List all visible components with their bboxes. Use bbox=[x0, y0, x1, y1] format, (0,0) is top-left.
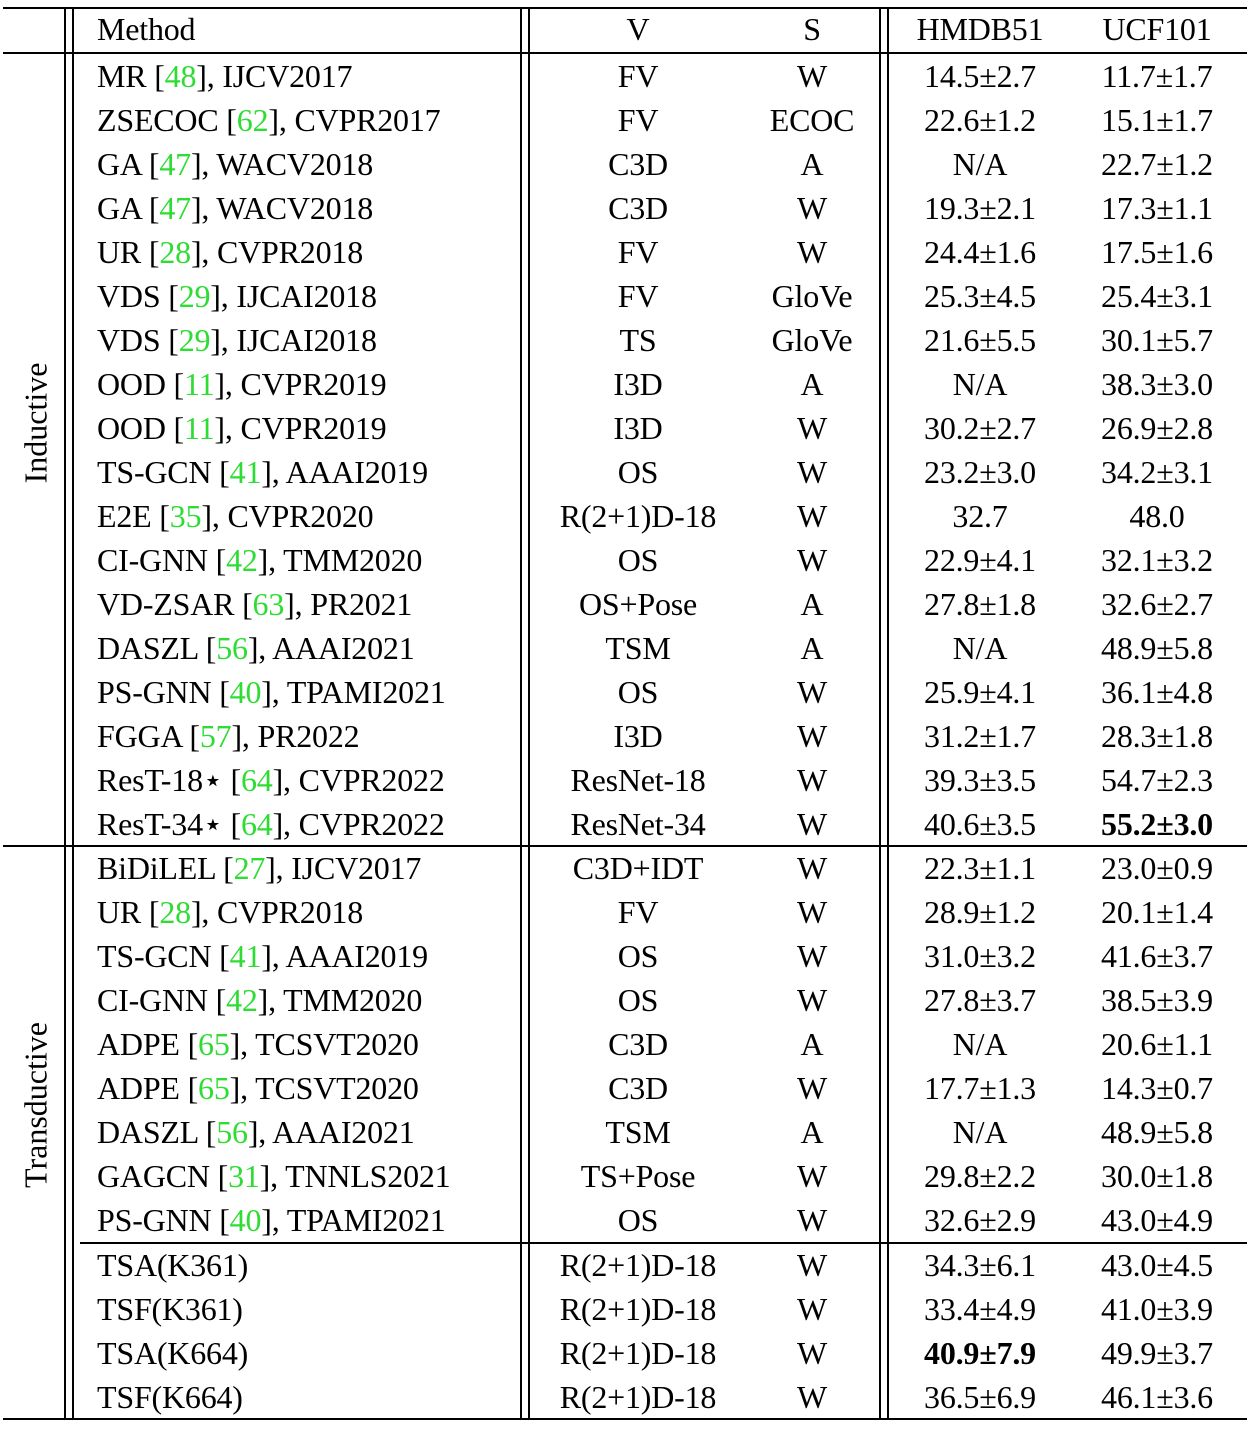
semantic-feature-cell: W bbox=[796, 1291, 828, 1327]
ucf101-score: 30.0±1.8 bbox=[1101, 1158, 1213, 1194]
semantic-feature-cell: W bbox=[796, 234, 828, 270]
ucf101-score: 11.7±1.7 bbox=[1101, 58, 1213, 94]
semantic-feature-cell: W bbox=[796, 718, 828, 754]
ucf101-score: 32.6±2.7 bbox=[1101, 586, 1213, 622]
semantic-feature-cell: W bbox=[796, 1379, 828, 1415]
semantic-feature-cell: W bbox=[796, 806, 828, 842]
visual-feature-cell: OS bbox=[617, 674, 659, 710]
ucf101-score: 38.3±3.0 bbox=[1101, 366, 1213, 402]
citation-link: 11 bbox=[184, 410, 215, 446]
semantic-feature-cell: W bbox=[796, 1335, 828, 1371]
venue: TCSVT2020 bbox=[255, 1026, 419, 1062]
ucf101-score: 36.1±4.8 bbox=[1101, 674, 1213, 710]
visual-feature-cell: R(2+1)D-18 bbox=[559, 1247, 717, 1283]
vertical-rule bbox=[879, 9, 881, 1420]
method-cell: ZSECOC [62], CVPR2017 bbox=[97, 102, 441, 138]
citation-link: 56 bbox=[216, 630, 248, 666]
venue: AAAI2019 bbox=[285, 454, 428, 490]
header-method: Method bbox=[97, 11, 196, 47]
method-cell: GA [47], WACV2018 bbox=[97, 190, 374, 226]
ucf101-score: 22.7±1.2 bbox=[1101, 146, 1213, 182]
method-cell: TS-GCN [41], AAAI2019 bbox=[97, 454, 428, 490]
method-cell: OOD [11], CVPR2019 bbox=[97, 366, 387, 402]
method-name: TS-GCN bbox=[97, 938, 212, 974]
citation-link: 27 bbox=[233, 850, 266, 886]
venue: CVPR2018 bbox=[217, 234, 363, 270]
hmdb51-score: 22.6±1.2 bbox=[924, 102, 1036, 138]
vertical-rule bbox=[887, 9, 889, 1420]
venue: CVPR2020 bbox=[227, 498, 374, 534]
visual-feature-cell: R(2+1)D-18 bbox=[559, 498, 717, 534]
visual-feature-cell: TS bbox=[619, 322, 657, 358]
method-cell: FGGA [57], PR2022 bbox=[97, 718, 360, 754]
visual-feature-cell: TSM bbox=[605, 1114, 671, 1150]
visual-feature-cell: OS bbox=[617, 982, 659, 1018]
venue: PR2022 bbox=[257, 718, 360, 754]
method-name: OOD bbox=[97, 410, 166, 446]
method-name: UR bbox=[97, 894, 142, 930]
method-name: TSF(K361) bbox=[97, 1291, 243, 1327]
hmdb51-score: 24.4±1.6 bbox=[924, 234, 1036, 270]
visual-feature-cell: C3D bbox=[608, 146, 668, 182]
ucf101-score: 30.1±5.7 bbox=[1101, 322, 1213, 358]
semantic-feature-cell: W bbox=[796, 982, 828, 1018]
method-cell: GAGCN [31], TNNLS2021 bbox=[97, 1158, 451, 1194]
citation-link: 42 bbox=[226, 542, 258, 578]
method-cell bbox=[97, 1375, 243, 1419]
visual-feature-cell: FV bbox=[617, 102, 659, 138]
visual-feature-cell: C3D bbox=[608, 1026, 668, 1062]
hmdb51-score: N/A bbox=[952, 146, 1008, 182]
ucf101-score: 26.9±2.8 bbox=[1101, 410, 1213, 446]
semantic-feature-cell: W bbox=[796, 498, 828, 534]
ucf101-score: 20.6±1.1 bbox=[1101, 1026, 1213, 1062]
venue: IJCV2017 bbox=[222, 58, 353, 94]
ucf101-score: 55.2±3.0 bbox=[1101, 806, 1213, 842]
citation-link: 62 bbox=[236, 102, 269, 138]
ucf101-score: 54.7±2.3 bbox=[1101, 762, 1213, 798]
ucf101-score: 48.0 bbox=[1129, 498, 1185, 534]
ucf101-score: 48.9±5.8 bbox=[1101, 630, 1213, 666]
venue: TMM2020 bbox=[283, 982, 423, 1018]
method-cell: CI-GNN [42], TMM2020 bbox=[97, 982, 423, 1018]
ucf101-score: 17.3±1.1 bbox=[1101, 190, 1213, 226]
ucf101-score: 25.4±3.1 bbox=[1101, 278, 1213, 314]
venue: CVPR2022 bbox=[298, 806, 445, 842]
method-name: CI-GNN bbox=[97, 542, 208, 578]
venue: CVPR2019 bbox=[240, 366, 387, 402]
hmdb51-score: 14.5±2.7 bbox=[924, 58, 1036, 94]
visual-feature-cell: R(2+1)D-18 bbox=[559, 1335, 717, 1371]
citation-link: 65 bbox=[198, 1026, 230, 1062]
semantic-feature-cell: W bbox=[796, 190, 828, 226]
citation-link: 47 bbox=[159, 190, 191, 226]
hmdb51-score: 36.5±6.9 bbox=[924, 1379, 1036, 1415]
method-name: ADPE bbox=[97, 1026, 180, 1062]
hmdb51-score: 32.7 bbox=[952, 498, 1008, 534]
semantic-feature-cell: W bbox=[796, 1247, 828, 1283]
semantic-feature-cell: W bbox=[796, 1158, 828, 1194]
hmdb51-score: 27.8±1.8 bbox=[924, 586, 1036, 622]
hmdb51-score: 22.3±1.1 bbox=[924, 850, 1036, 886]
visual-feature-cell: FV bbox=[617, 278, 659, 314]
hmdb51-score: 31.0±3.2 bbox=[924, 938, 1036, 974]
venue: CVPR2018 bbox=[217, 894, 363, 930]
venue: WACV2018 bbox=[216, 190, 374, 226]
hmdb51-score: 32.6±2.9 bbox=[924, 1202, 1036, 1238]
venue: AAAI2019 bbox=[285, 938, 428, 974]
semantic-feature-cell: GloVe bbox=[771, 278, 853, 314]
hmdb51-score: 27.8±3.7 bbox=[924, 982, 1036, 1018]
hmdb51-score: N/A bbox=[952, 1114, 1008, 1150]
ucf101-score: 38.5±3.9 bbox=[1101, 982, 1213, 1018]
ucf101-score: 49.9±3.7 bbox=[1101, 1335, 1213, 1371]
venue: CVPR2022 bbox=[298, 762, 445, 798]
citation-link: 48 bbox=[164, 58, 197, 94]
semantic-feature-cell: W bbox=[796, 938, 828, 974]
citation-link: 28 bbox=[159, 234, 191, 270]
citation-link: 63 bbox=[252, 586, 285, 622]
visual-feature-cell: C3D bbox=[608, 190, 668, 226]
venue: TPAMI2021 bbox=[286, 1202, 446, 1238]
ucf101-score: 46.1±3.6 bbox=[1101, 1379, 1213, 1415]
hmdb51-score: 34.3±6.1 bbox=[924, 1247, 1036, 1283]
method-cell: ADPE [65], TCSVT2020 bbox=[97, 1070, 419, 1106]
method-cell: UR [28], CVPR2018 bbox=[97, 234, 363, 270]
hmdb51-score: 17.7±1.3 bbox=[924, 1070, 1036, 1106]
visual-feature-cell: OS bbox=[617, 938, 659, 974]
method-cell: GA [47], WACV2018 bbox=[97, 146, 374, 182]
vertical-rule bbox=[528, 9, 530, 1420]
visual-feature-cell: I3D bbox=[613, 410, 663, 446]
method-name: DASZL bbox=[97, 1114, 198, 1150]
visual-feature-cell: OS+Pose bbox=[578, 586, 698, 622]
citation-link: 40 bbox=[229, 1202, 262, 1238]
ucf101-score: 15.1±1.7 bbox=[1101, 102, 1213, 138]
method-name: GA bbox=[97, 190, 142, 226]
semantic-feature-cell: W bbox=[796, 762, 828, 798]
hmdb51-score: 30.2±2.7 bbox=[924, 410, 1036, 446]
semantic-feature-cell: A bbox=[800, 586, 824, 622]
method-name: E2E bbox=[97, 498, 152, 534]
citation-link: 40 bbox=[229, 674, 262, 710]
hmdb51-score: 23.2±3.0 bbox=[924, 454, 1036, 490]
semantic-feature-cell: GloVe bbox=[771, 322, 853, 358]
hmdb51-score: 29.8±2.2 bbox=[924, 1158, 1036, 1194]
ucf101-score: 48.9±5.8 bbox=[1101, 1114, 1213, 1150]
venue: CVPR2019 bbox=[240, 410, 387, 446]
hmdb51-score: N/A bbox=[952, 1026, 1008, 1062]
method-name: OOD bbox=[97, 366, 166, 402]
method-cell bbox=[97, 1331, 248, 1375]
hmdb51-score: 21.6±5.5 bbox=[924, 322, 1036, 358]
citation-link: 57 bbox=[199, 718, 232, 754]
hmdb51-score: 40.6±3.5 bbox=[924, 806, 1036, 842]
hmdb51-score: N/A bbox=[952, 366, 1008, 402]
hmdb51-score: 22.9±4.1 bbox=[924, 542, 1036, 578]
ucf101-score: 41.6±3.7 bbox=[1101, 938, 1213, 974]
method-cell: BiDiLEL [27], IJCV2017 bbox=[97, 850, 422, 886]
method-name: ZSECOC bbox=[97, 102, 219, 138]
hmdb51-score: 25.3±4.5 bbox=[924, 278, 1036, 314]
semantic-feature-cell: W bbox=[796, 542, 828, 578]
hmdb51-score: N/A bbox=[952, 630, 1008, 666]
method-name: TSF(K664) bbox=[97, 1379, 243, 1415]
method-cell: DASZL [56], AAAI2021 bbox=[97, 630, 415, 666]
visual-feature-cell: OS bbox=[617, 454, 659, 490]
venue: TNNLS2021 bbox=[285, 1158, 451, 1194]
citation-link: 47 bbox=[159, 146, 191, 182]
method-cell: VD-ZSAR [63], PR2021 bbox=[97, 586, 413, 622]
venue: TCSVT2020 bbox=[255, 1070, 419, 1106]
citation-link: 41 bbox=[229, 938, 262, 974]
method-name: VD-ZSAR bbox=[97, 586, 235, 622]
venue: TMM2020 bbox=[283, 542, 423, 578]
venue: TPAMI2021 bbox=[286, 674, 446, 710]
ucf101-score: 34.2±3.1 bbox=[1101, 454, 1213, 490]
header-ucf101: UCF101 bbox=[1102, 11, 1212, 47]
method-name: PS-GNN bbox=[97, 1202, 212, 1238]
method-cell: UR [28], CVPR2018 bbox=[97, 894, 363, 930]
method-name: CI-GNN bbox=[97, 982, 208, 1018]
visual-feature-cell: TS+Pose bbox=[580, 1158, 696, 1194]
method-cell: OOD [11], CVPR2019 bbox=[97, 410, 387, 446]
method-cell: E2E [35], CVPR2020 bbox=[97, 498, 374, 534]
citation-link: 31 bbox=[228, 1158, 260, 1194]
header-hmdb51: HMDB51 bbox=[916, 11, 1044, 47]
header-v: V bbox=[626, 11, 650, 47]
method-cell: VDS [29], IJCAI2018 bbox=[97, 322, 377, 358]
method-cell: ResT-18⋆ [64], CVPR2022 bbox=[97, 762, 445, 798]
visual-feature-cell: FV bbox=[617, 58, 659, 94]
method-name: TSA(K361) bbox=[97, 1247, 249, 1283]
venue: AAAI2021 bbox=[272, 630, 415, 666]
method-cell: TS-GCN [41], AAAI2019 bbox=[97, 938, 428, 974]
method-name: DASZL bbox=[97, 630, 198, 666]
venue: WACV2018 bbox=[216, 146, 374, 182]
method-cell: DASZL [56], AAAI2021 bbox=[97, 1114, 415, 1150]
venue: AAAI2021 bbox=[272, 1114, 415, 1150]
semantic-feature-cell: A bbox=[800, 1026, 824, 1062]
citation-link: 41 bbox=[229, 454, 262, 490]
semantic-feature-cell: A bbox=[800, 146, 824, 182]
ucf101-score: 43.0±4.5 bbox=[1101, 1247, 1213, 1283]
visual-feature-cell: FV bbox=[617, 894, 659, 930]
semantic-feature-cell: A bbox=[800, 1114, 824, 1150]
citation-link: 28 bbox=[159, 894, 191, 930]
ucf101-score: 20.1±1.4 bbox=[1101, 894, 1213, 930]
venue: IJCV2017 bbox=[291, 850, 422, 886]
method-cell: CI-GNN [42], TMM2020 bbox=[97, 542, 423, 578]
ucf101-score: 43.0±4.9 bbox=[1101, 1202, 1213, 1238]
hmdb51-score: 28.9±1.2 bbox=[924, 894, 1036, 930]
hmdb51-score: 40.9±7.9 bbox=[924, 1335, 1036, 1371]
ucf101-score: 41.0±3.9 bbox=[1101, 1291, 1213, 1327]
method-name: VDS bbox=[97, 278, 161, 314]
group-label-transductive: Transductive bbox=[17, 1022, 54, 1188]
visual-feature-cell: I3D bbox=[613, 366, 663, 402]
citation-link: 64 bbox=[240, 806, 273, 842]
method-cell: ResT-34⋆ [64], CVPR2022 bbox=[97, 806, 445, 842]
method-name: PS-GNN bbox=[97, 674, 212, 710]
visual-feature-cell: R(2+1)D-18 bbox=[559, 1379, 717, 1415]
ucf101-score: 17.5±1.6 bbox=[1101, 234, 1213, 270]
method-name: GA bbox=[97, 146, 142, 182]
visual-feature-cell: OS bbox=[617, 542, 659, 578]
method-name: UR bbox=[97, 234, 142, 270]
venue: IJCAI2018 bbox=[236, 278, 377, 314]
citation-link: 35 bbox=[169, 498, 202, 534]
hmdb51-score: 31.2±1.7 bbox=[924, 718, 1036, 754]
visual-feature-cell: OS bbox=[617, 1202, 659, 1238]
vertical-rule bbox=[64, 9, 66, 1420]
method-name: FGGA bbox=[97, 718, 182, 754]
method-name: VDS bbox=[97, 322, 161, 358]
hmdb51-score: 33.4±4.9 bbox=[924, 1291, 1036, 1327]
hmdb51-score: 25.9±4.1 bbox=[924, 674, 1036, 710]
semantic-feature-cell: W bbox=[796, 410, 828, 446]
semantic-feature-cell: W bbox=[796, 850, 828, 886]
visual-feature-cell: C3D bbox=[608, 1070, 668, 1106]
visual-feature-cell: C3D+IDT bbox=[572, 850, 704, 886]
method-name: GAGCN bbox=[97, 1158, 210, 1194]
vertical-rule bbox=[520, 9, 522, 1420]
group-label-inductive: Inductive bbox=[17, 362, 54, 484]
method-name: ADPE bbox=[97, 1070, 180, 1106]
ucf101-score: 32.1±3.2 bbox=[1101, 542, 1213, 578]
semantic-feature-cell: W bbox=[796, 1202, 828, 1238]
method-name: TSA(K664) bbox=[97, 1335, 249, 1371]
citation-link: 64 bbox=[240, 762, 273, 798]
semantic-feature-cell: W bbox=[796, 58, 828, 94]
vertical-rule bbox=[72, 9, 74, 1420]
ucf101-score: 23.0±0.9 bbox=[1101, 850, 1213, 886]
venue: CVPR2017 bbox=[294, 102, 441, 138]
citation-link: 29 bbox=[178, 322, 211, 358]
method-cell: PS-GNN [40], TPAMI2021 bbox=[97, 674, 446, 710]
citation-link: 11 bbox=[184, 366, 215, 402]
method-name: BiDiLEL bbox=[97, 850, 216, 886]
semantic-feature-cell: W bbox=[796, 1070, 828, 1106]
method-cell: ADPE [65], TCSVT2020 bbox=[97, 1026, 419, 1062]
method-name: ResT-18⋆ bbox=[97, 762, 223, 798]
method-cell bbox=[97, 1287, 243, 1331]
visual-feature-cell: R(2+1)D-18 bbox=[559, 1291, 717, 1327]
visual-feature-cell: FV bbox=[617, 234, 659, 270]
method-cell bbox=[97, 1243, 248, 1287]
visual-feature-cell: ResNet-34 bbox=[570, 806, 706, 842]
semantic-feature-cell: A bbox=[800, 630, 824, 666]
citation-link: 65 bbox=[198, 1070, 230, 1106]
semantic-feature-cell: ECOC bbox=[769, 102, 855, 138]
semantic-feature-cell: A bbox=[800, 366, 824, 402]
header-s: S bbox=[803, 11, 821, 47]
hmdb51-score: 39.3±3.5 bbox=[924, 762, 1036, 798]
semantic-feature-cell: W bbox=[796, 674, 828, 710]
method-cell: VDS [29], IJCAI2018 bbox=[97, 278, 377, 314]
visual-feature-cell: ResNet-18 bbox=[570, 762, 706, 798]
citation-link: 42 bbox=[226, 982, 258, 1018]
method-cell: MR [48], IJCV2017 bbox=[97, 58, 353, 94]
citation-link: 29 bbox=[178, 278, 211, 314]
semantic-feature-cell: W bbox=[796, 454, 828, 490]
method-name: MR bbox=[97, 58, 147, 94]
ucf101-score: 28.3±1.8 bbox=[1101, 718, 1213, 754]
method-name: ResT-34⋆ bbox=[97, 806, 223, 842]
visual-feature-cell: TSM bbox=[605, 630, 671, 666]
method-cell: PS-GNN [40], TPAMI2021 bbox=[97, 1202, 446, 1238]
venue: PR2021 bbox=[310, 586, 413, 622]
venue: IJCAI2018 bbox=[236, 322, 377, 358]
semantic-feature-cell: W bbox=[796, 894, 828, 930]
citation-link: 56 bbox=[216, 1114, 248, 1150]
ucf101-score: 14.3±0.7 bbox=[1101, 1070, 1213, 1106]
hmdb51-score: 19.3±2.1 bbox=[924, 190, 1036, 226]
method-name: TS-GCN bbox=[97, 454, 212, 490]
visual-feature-cell: I3D bbox=[613, 718, 663, 754]
